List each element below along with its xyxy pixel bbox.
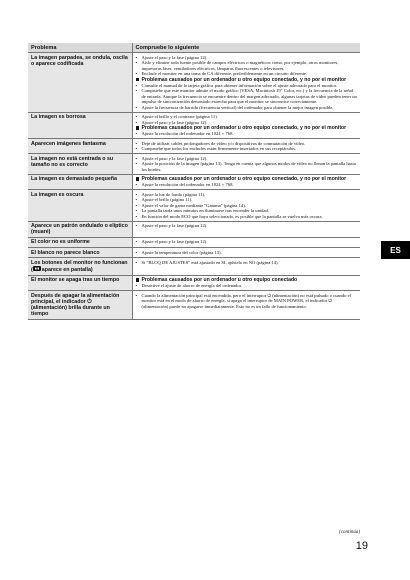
square-bullet-icon (136, 177, 140, 181)
problem-label: Aparecen imágenes fantasma (31, 140, 106, 147)
check-item-text: Compruebe que todos los enchufes están firmemente insertados en sus receptáculos. (141, 146, 297, 151)
solution-cell (132, 248, 360, 258)
check-item-text: Enchufe el monitor en una toma de CA diferente, preferiblemente en un circuito diferente. (141, 71, 308, 76)
solution-cell (132, 258, 360, 275)
check-item-text: Ajuste la posición de la imagen (página 13). Tenga en cuenta que algunos modos de vídeo no llenan la pantalla hasta los bordes. (141, 161, 356, 172)
table-row (28, 174, 360, 190)
problem-cell (28, 221, 132, 237)
check-item-text: Ajuste el paso y la fase (página 12). (141, 223, 208, 228)
check-item-text: Cuando la alimentación principal está encendida, pero el interruptor ⏻ (alimentación) no está pulsado o cuando el monitor está en el modo de ahorro de energía, si apaga el interruptor de MAIN POWER, el indicador ⏻ (alimentación) puede no apagarse inmediatamente. Esto no es un fallo de funcionamiento. (141, 292, 351, 309)
table-row (28, 53, 360, 113)
problem-cell (28, 291, 132, 320)
square-bullet-icon (136, 126, 140, 130)
problem-extra: aparece en pantalla) (41, 267, 93, 274)
check-item (136, 293, 358, 310)
problem-label: El blanco no parece blanco (31, 249, 100, 256)
check-item-text: Ajuste la luz de fondo (página 11). (141, 191, 206, 197)
table-row (28, 258, 360, 275)
table-row (28, 154, 360, 175)
problem-label: Después de apagar la alimentación principal, el indicador ⏻ (alimentación) brilla durante un tiempo (31, 292, 120, 318)
problem-label: La imagen no está centrada o su tamaño no es correcto (31, 155, 114, 168)
cause-heading-text: Problemas causados por un ordenador u otro equipo conectado, y no por el monitor (141, 125, 347, 131)
problem-cell (28, 112, 132, 139)
problem-extra-prefix: ( (31, 267, 33, 274)
solution-cell (132, 291, 360, 320)
table-row (28, 139, 360, 154)
table-row (28, 275, 360, 291)
solution-cell (132, 112, 360, 139)
check-item (136, 250, 358, 256)
problem-cell (28, 53, 132, 113)
check-item-text: Ajuste el valor de gama mediante "Gamma" (página 14). (141, 202, 246, 208)
problem-label: La imagen es oscura (31, 191, 84, 198)
problem-cell (28, 275, 132, 291)
check-item-text: Ajuste la resolución del ordenador en 1024 × 768. (141, 131, 234, 136)
solution-cell (132, 154, 360, 175)
check-item (136, 182, 358, 188)
language-tab: ES (381, 241, 410, 259)
check-item (136, 105, 358, 111)
square-bullet-icon (136, 78, 140, 82)
problem-cell (28, 248, 132, 258)
check-item-text: Deje de utilizar cables prolongadores de vídeo y/o dispositivos de conmutación de vídeo. (141, 140, 306, 146)
cause-heading-text: Problemas causados por un ordenador u otro equipo conectado, y no por el monitor (141, 176, 347, 182)
problem-label: La imagen parpadea, se ondula, oscila o aparece codificada (31, 54, 128, 67)
table-row (28, 221, 360, 237)
page-number: 19 (355, 540, 368, 552)
problem-label: La imagen es borrosa (31, 114, 86, 120)
problem-cell (28, 139, 132, 154)
check-item-text: Ajuste la frecuencia de barrido (frecuencia vertical) del ordenador para obtener la mejor imagen posible. (141, 104, 334, 110)
check-item-text: Ajuste la temperatura del color (página 13). (141, 249, 222, 255)
solution-cell (132, 221, 360, 237)
continued-note: (continúa) (339, 530, 360, 535)
check-item-text: La pantalla tarda unos minutos en iluminarse tras encender la unidad. (141, 208, 269, 213)
table-row (28, 248, 360, 258)
check-item-text: Si "BLOQ DE AJUSTES" está ajustado en SI, ajústelo en NO (página 14). (141, 259, 279, 265)
check-item-text: Aísle y elimine toda fuente posible de campos eléctricos o magnéticos como, por ejemplo, otros monitores, impresoras láser, ventiladores eléctricos, lámparas fluorescentes o televisores. (141, 60, 339, 71)
check-item (136, 239, 358, 245)
table-header-row (28, 43, 360, 53)
problem-label: El monitor se apaga tras un tiempo (31, 277, 120, 284)
check-item (136, 223, 358, 229)
check-item-text: Ajuste el paso y la fase (página 12). (141, 54, 208, 60)
troubleshooting-sheet (28, 43, 360, 320)
check-item-text: Ajuste el paso y la fase (página 12). (141, 155, 208, 161)
problem-label: Aparece un patrón ondulado o elíptico (muaré) (31, 223, 128, 236)
problem-label: El color no es uniforme (31, 239, 90, 246)
check-item (136, 214, 358, 220)
problem-cell (28, 154, 132, 175)
problem-cell (28, 237, 132, 247)
header-check: Compruebe lo siguiente (132, 43, 360, 53)
problem-label: La imagen es demasiado pequeña (31, 176, 117, 182)
table-body (28, 53, 360, 320)
solution-cell (132, 237, 360, 247)
header-problem: Problema (28, 43, 132, 53)
cause-heading-text: Problemas causados por un ordenador u otro equipo conectado (141, 277, 298, 284)
check-item (136, 283, 358, 289)
cause-heading-text: Problemas causados por un ordenador u otro equipo conectado, y no por el monitor (141, 76, 347, 83)
problem-cell (28, 190, 132, 222)
check-item-text: Desactive el ajuste de ahorro de energía del ordenador. (141, 283, 243, 289)
check-item-text: Consulte el manual de la tarjeta gráfica para obtener información sobre el ajuste adecuado para el monitor. (141, 82, 338, 88)
check-item-text: Ajuste el brillo (página 11). (141, 197, 193, 202)
check-item (136, 60, 358, 71)
check-item (136, 161, 358, 172)
check-item (136, 88, 358, 105)
check-item-text: Ajuste el paso y la fase (página 12). (141, 239, 208, 245)
solution-cell (132, 275, 360, 291)
table-row (28, 190, 360, 222)
table-row (28, 237, 360, 247)
problem-cell (28, 174, 132, 190)
square-bullet-icon (136, 278, 140, 282)
check-item-text: Ajuste el paso y la fase (página 12). (141, 119, 208, 125)
table-row (28, 112, 360, 139)
solution-cell (132, 190, 360, 222)
troubleshooting-table (28, 43, 360, 320)
problem-cell (28, 258, 132, 275)
lock-icon (33, 267, 41, 273)
check-item-text: Compruebe que este monitor admite el modo gráfico (VESA, Macintosh 19" Color, etc.) y la frecuencia de la señal de entrada. Aunque la frecuencia se encuentre dentro del margen adecuado, algunas tarjetas de vídeo pueden tener un impulso de sincronización demasiado estrecho para que el monitor se sincronice correctamente. (141, 88, 357, 104)
check-item (136, 260, 358, 266)
solution-cell (132, 139, 360, 154)
solution-cell (132, 174, 360, 190)
table-row (28, 291, 360, 320)
check-item (136, 131, 358, 137)
solution-cell (132, 53, 360, 113)
check-item-text: En función del modo ECO que haya seleccionado, es posible que la pantalla se vuelva más oscura. (141, 213, 323, 219)
check-item (136, 146, 358, 152)
problem-label: Los botones del monitor no funcionan (31, 259, 128, 266)
check-item-text: Ajuste la resolución del ordenador en 1024 × 768. (141, 182, 234, 187)
check-item-text: Ajuste el brillo y el contraste (página 11). (141, 114, 218, 119)
